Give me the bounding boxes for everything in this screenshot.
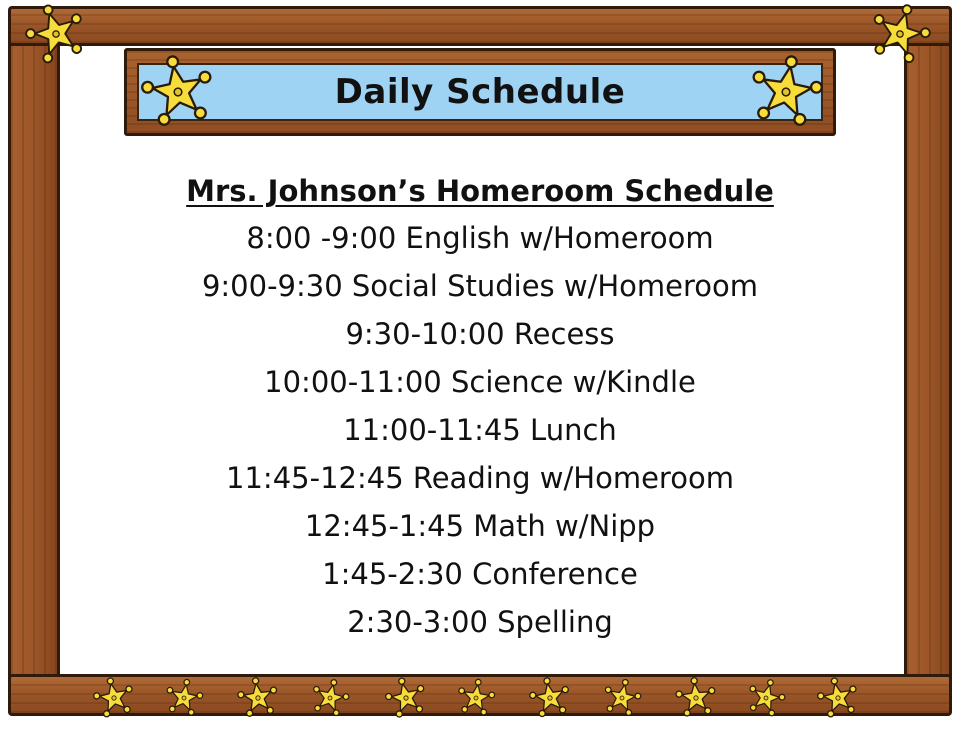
frame-left-post [8,8,60,716]
sheriff-star-icon [229,669,288,728]
page-title: Daily Schedule [334,72,626,112]
frame-right-post [904,8,952,716]
title-sign-panel [137,63,823,121]
schedule-heading: Mrs. Johnson’s Homeroom Schedule [186,174,774,208]
schedule-item: 9:00-9:30 Social Studies w/Homeroom [201,269,759,303]
schedule-content [70,168,890,646]
schedule-item: 8:00 -9:00 English w/Homeroom [246,221,714,255]
sheriff-star-icon [594,670,651,727]
sheriff-star-icon [125,39,232,146]
sheriff-star-icon [520,668,580,728]
frame-top-plank [8,6,952,46]
sheriff-star-icon [733,39,840,146]
schedule-item: 9:30-10:00 Recess [345,317,615,351]
title-sign [124,48,836,136]
schedule-item: 2:30-3:00 Spelling [347,605,613,639]
schedule-item: 1:45-2:30 Conference [322,557,638,591]
sheriff-star-icon [156,670,212,726]
sheriff-star-icon [301,669,359,727]
schedule-item: 12:45-1:45 Math w/Nipp [304,509,656,543]
schedule-list [70,214,890,646]
sheriff-star-icon [667,669,724,726]
sheriff-star-icon [449,671,503,725]
schedule-item: 11:45-12:45 Reading w/Homeroom [226,461,734,495]
schedule-item: 11:00-11:45 Lunch [343,413,617,447]
schedule-item: 10:00-11:00 Science w/Kindle [264,365,696,399]
